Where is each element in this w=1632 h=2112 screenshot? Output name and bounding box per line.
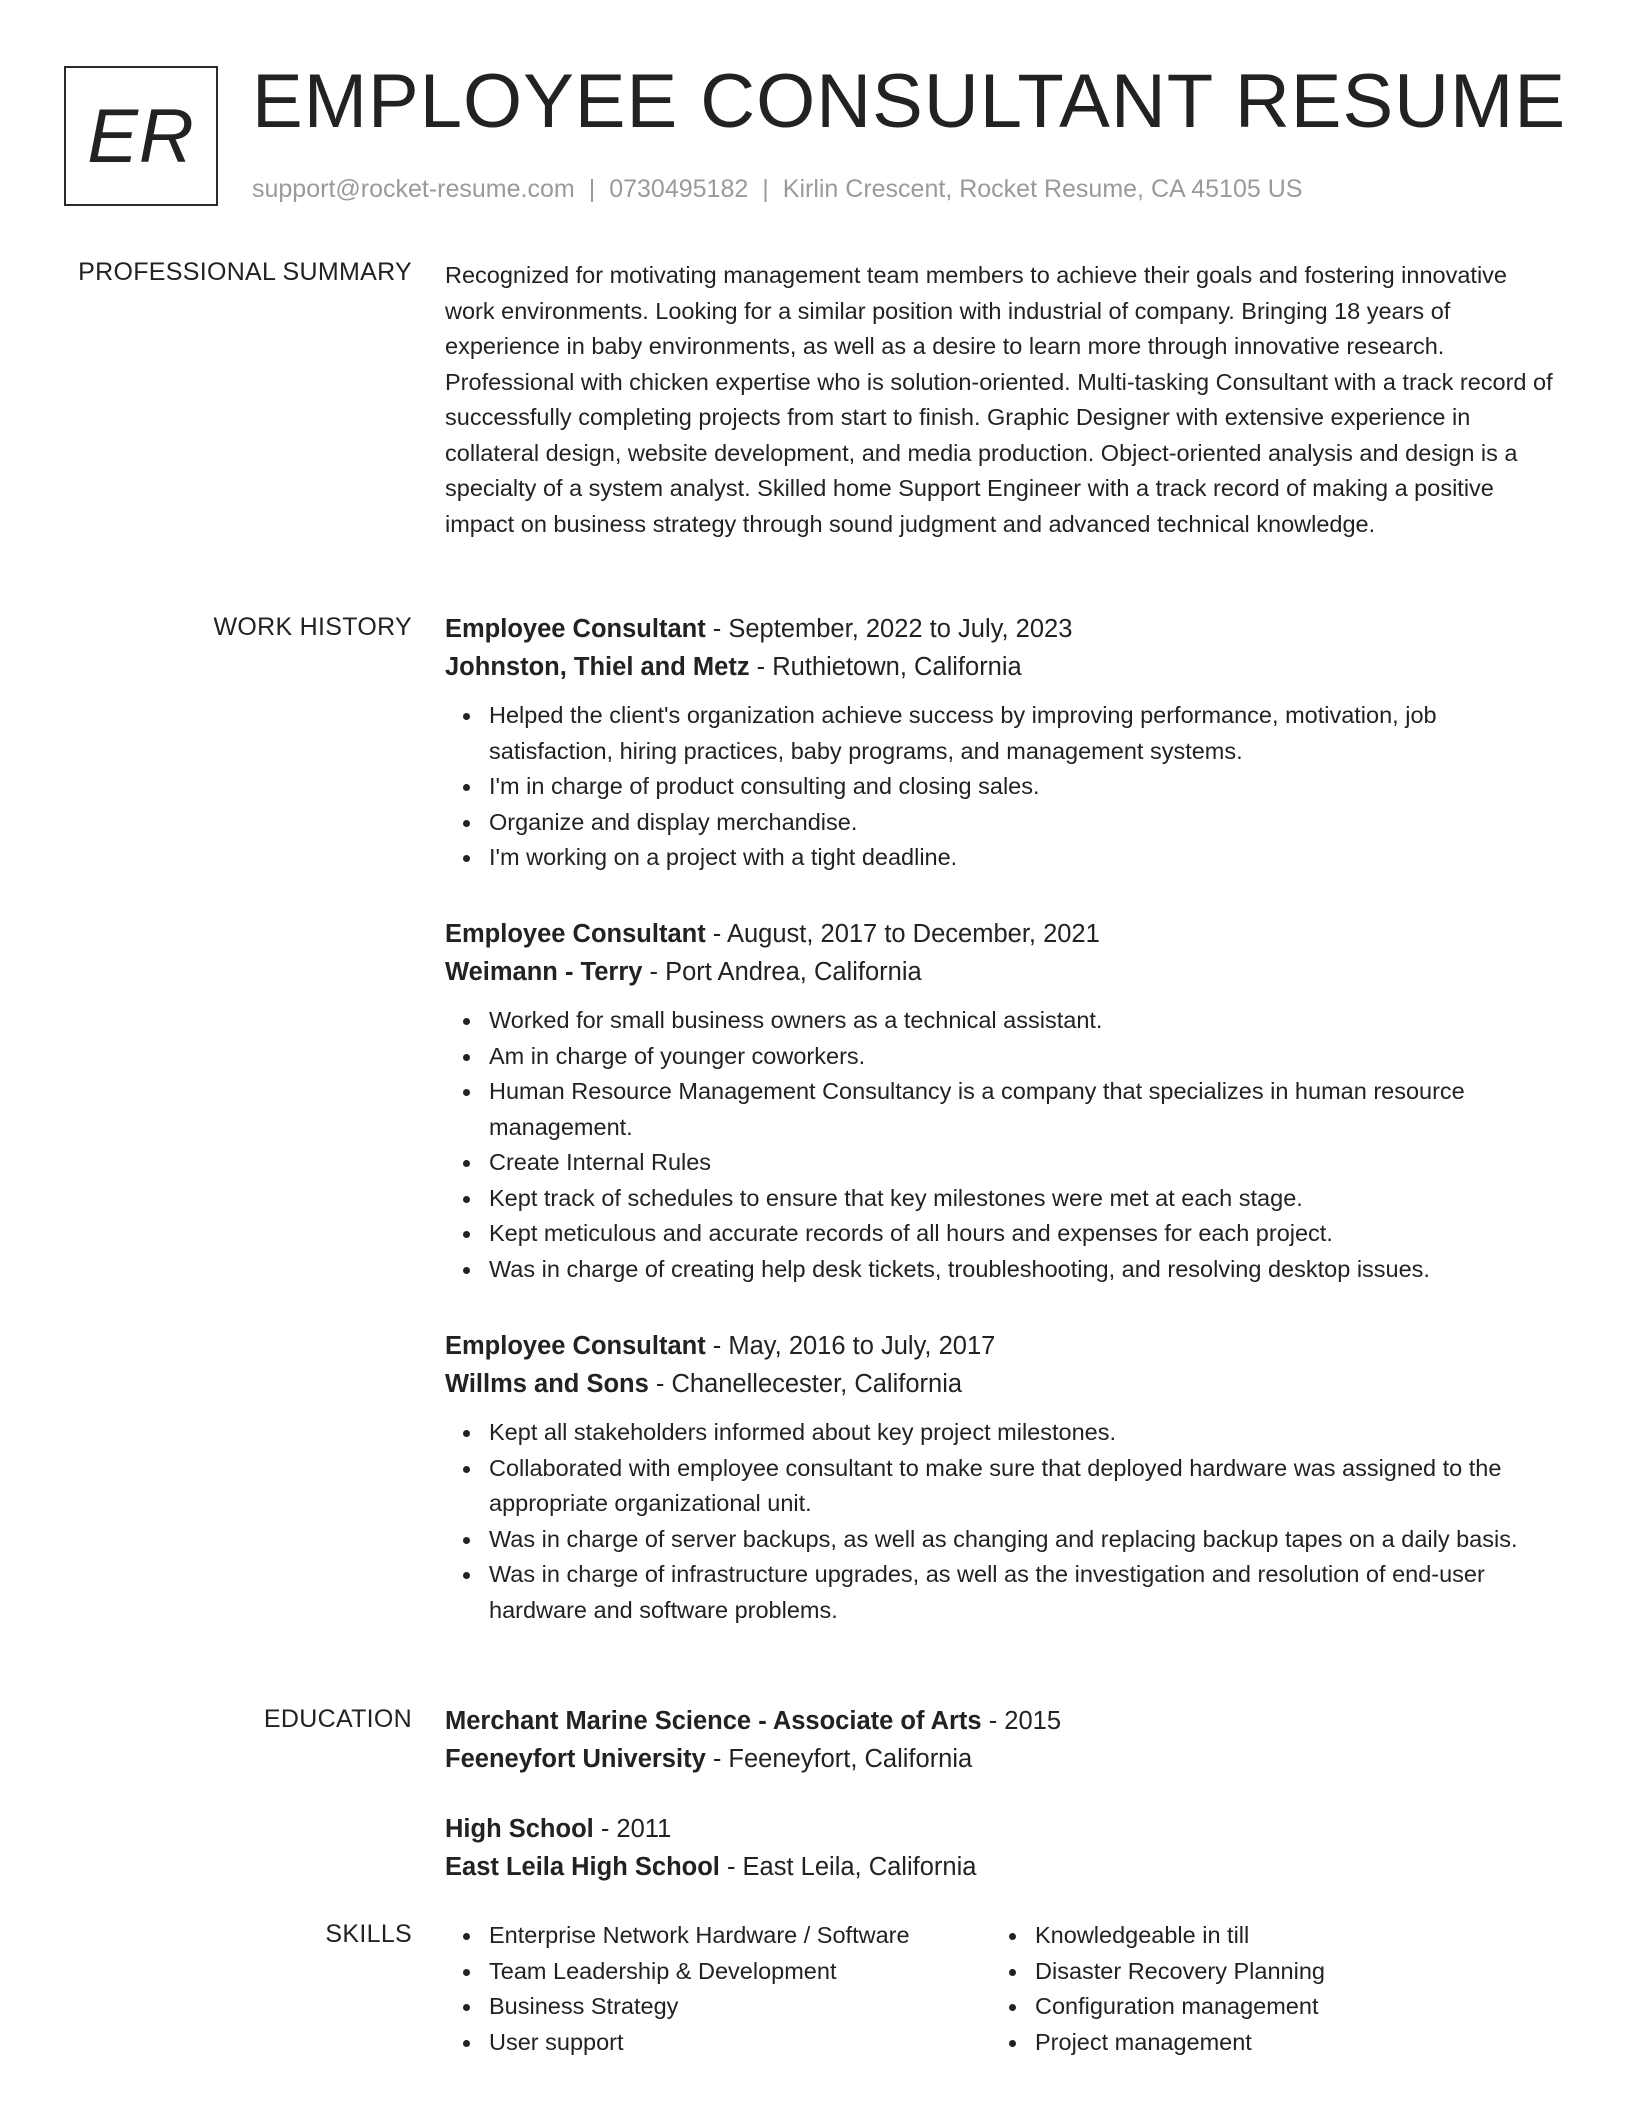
section-label-work-history: WORK HISTORY [213,613,412,641]
job-bullets [445,698,1560,876]
contact-separator: | [762,175,769,203]
section-label-skills: SKILLS [325,1920,412,1948]
job-dates: - September, 2022 to July, 2023 [705,615,1073,643]
skills-list [991,1918,1325,2060]
section-label-summary: PROFESSIONAL SUMMARY [78,258,412,286]
job-bullets [445,1415,1560,1628]
job-dates: - August, 2017 to December, 2021 [705,920,1100,948]
job-title: Employee Consultant [445,615,706,643]
degree-line [445,1702,1560,1740]
contact-email[interactable]: support@rocket-resume.com [252,175,575,203]
list-item: I'm working on a project with a tight deadline. [489,840,1560,876]
job-company-line [445,648,1560,686]
contact-address: Kirlin Crescent, Rocket Resume, CA 45105 US [782,175,1303,203]
skill-item: User support [489,2025,991,2061]
job-title-line [445,610,1560,648]
skill-item: Project management [1035,2025,1325,2061]
list-item: I'm in charge of product consulting and closing sales. [489,769,1560,805]
list-item: Was in charge of server backups, as well as changing and replacing backup tapes on a daily basis. [489,1522,1560,1558]
job-company-line [445,953,1560,991]
list-item: Am in charge of younger coworkers. [489,1039,1560,1075]
job-title-line [445,1327,1560,1365]
skill-item: Enterprise Network Hardware / Software [489,1918,991,1954]
job-bullets [445,1003,1560,1287]
list-item: Worked for small business owners as a technical assistant. [489,1003,1560,1039]
list-item: Was in charge of creating help desk tickets, troubleshooting, and resolving desktop issues. [489,1252,1560,1288]
skills-column [445,1918,991,2060]
school-name: East Leila High School [445,1853,720,1881]
summary-section [445,258,1560,542]
job-company: Willms and Sons [445,1370,649,1398]
skill-item: Knowledgeable in till [1035,1918,1325,1954]
degree-year: - 2015 [981,1707,1061,1735]
skills-section [445,1918,1560,2060]
skill-item: Team Leadership & Development [489,1954,991,1990]
contact-phone[interactable]: 0730495182 [609,175,749,203]
list-item: Kept track of schedules to ensure that key milestones were met at each stage. [489,1181,1560,1217]
job-title: Employee Consultant [445,920,706,948]
degree-name: High School [445,1815,594,1843]
job-location: - Port Andrea, California [642,958,922,986]
skill-item: Configuration management [1035,1989,1325,2025]
section-label-education: EDUCATION [263,1705,412,1733]
summary-text: Recognized for motivating management team members to achieve their goals and fostering innovative work environments. Looking for a similar position with industrial of company. Bringing 18 years of experience in baby environments, as well as a desire to learn more through innovative research. Professional with chicken expertise who is solution-oriented. Multi-tasking Consultant with a track record of successfully completing projects from start to finish. Graphic Designer with extensive experience in collateral design, website development, and media production. Object-oriented analysis and design is a specialty of a system analyst. Skilled home Support Engineer with a track record of making a positive impact on business strategy through sound judgment and advanced technical knowledge. [445,262,1553,537]
school-line [445,1740,1560,1778]
school-line [445,1848,1560,1886]
job-title: Employee Consultant [445,1332,706,1360]
school-location: - Feeneyfort, California [705,1745,973,1773]
degree-name: Merchant Marine Science - Associate of Arts [445,1707,982,1735]
degree-line [445,1810,1560,1848]
contact-line [252,174,1302,204]
job-title-line [445,915,1560,953]
job-company: Weimann - Terry [445,958,643,986]
list-item: Was in charge of infrastructure upgrades, as well as the investigation and resolution of end-user hardware and software problems. [489,1557,1560,1628]
resume-title: EMPLOYEE CONSULTANT RESUME [252,59,1567,144]
list-item: Human Resource Management Consultancy is a company that specializes in human resource management. [489,1074,1560,1145]
school-location: - East Leila, California [719,1853,977,1881]
job-entry [445,610,1560,876]
list-item: Kept all stakeholders informed about key project milestones. [489,1415,1560,1451]
skills-column [991,1918,1325,2060]
list-item: Collaborated with employee consultant to make sure that deployed hardware was assigned to the appropriate organizational unit. [489,1451,1560,1522]
contact-separator: | [588,175,596,203]
skill-item: Business Strategy [489,1989,991,2025]
list-item: Helped the client's organization achieve success by improving performance, motivation, job satisfaction, hiring practices, baby programs, and management systems. [489,698,1560,769]
job-entry [445,1327,1560,1628]
monogram-logo: ER [64,66,218,206]
list-item: Kept meticulous and accurate records of all hours and expenses for each project. [489,1216,1560,1252]
degree-year: - 2011 [593,1815,672,1843]
education-entry [445,1810,1560,1886]
skills-list [445,1918,991,2060]
job-location: - Ruthietown, California [749,653,1022,681]
job-company-line [445,1365,1560,1403]
job-entry [445,915,1560,1287]
education-entry [445,1702,1560,1778]
job-dates: - May, 2016 to July, 2017 [705,1332,996,1360]
school-name: Feeneyfort University [445,1745,706,1773]
job-location: - Chanellecester, California [648,1370,963,1398]
skill-item: Disaster Recovery Planning [1035,1954,1325,1990]
list-item: Organize and display merchandise. [489,805,1560,841]
job-company: Johnston, Thiel and Metz [445,653,750,681]
list-item: Create Internal Rules [489,1145,1560,1181]
